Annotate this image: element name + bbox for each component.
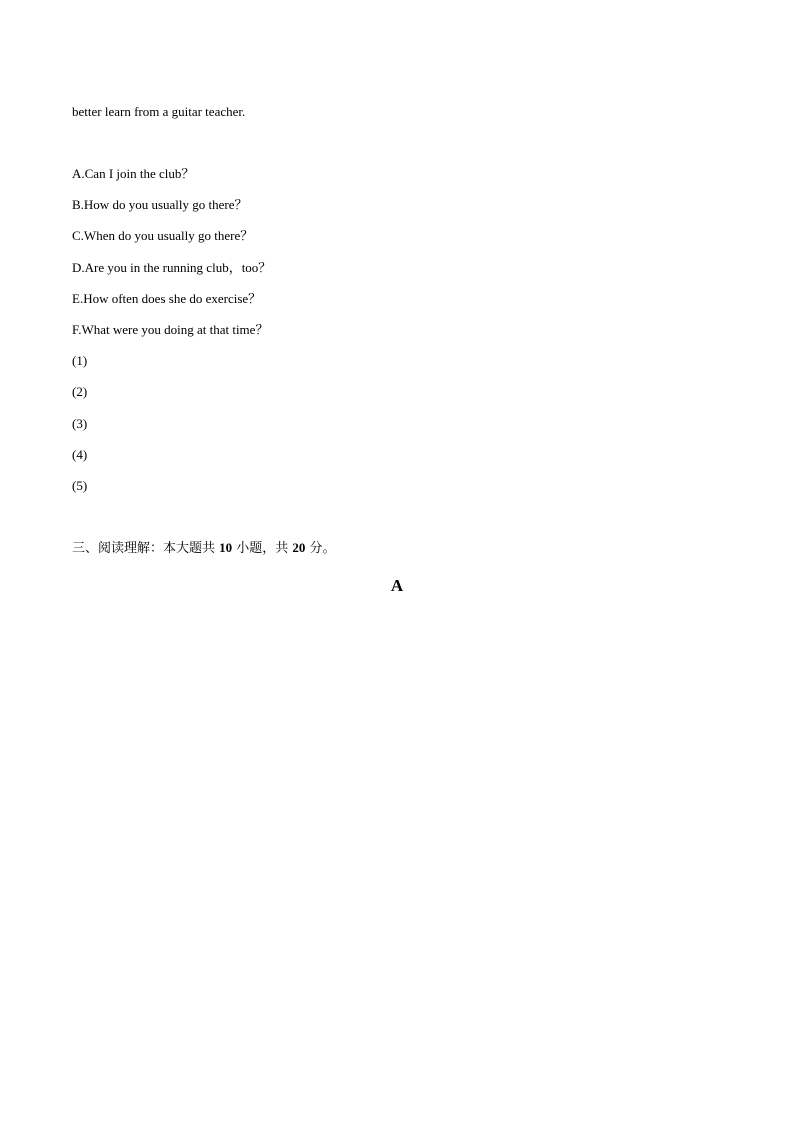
blank-4: (4) <box>72 447 88 462</box>
option-b: B.How do you usually go there？ <box>72 197 248 212</box>
blank-1: (1) <box>72 353 88 368</box>
section-heading-prefix: 三、阅读理解：本大题共 <box>72 541 220 556</box>
blank-3: (3) <box>72 416 88 431</box>
total-points: 20 <box>292 540 306 555</box>
option-c: C.When do you usually go there？ <box>72 228 254 243</box>
blank-5: (5) <box>72 478 88 493</box>
section-heading-middle: 小题，共 <box>232 541 293 556</box>
blank-2: (2) <box>72 384 88 399</box>
option-d: D.Are you in the running club，too？ <box>72 260 272 275</box>
option-a: A.Can I join the club？ <box>72 166 195 181</box>
question-count: 10 <box>219 540 233 555</box>
option-e: E.How often does she do exercise？ <box>72 291 262 306</box>
section-heading <box>72 540 336 557</box>
passage-title: A <box>390 576 404 595</box>
option-f: F.What were you doing at that time？ <box>72 322 269 337</box>
continuation-text: better learn from a guitar teacher. <box>72 104 246 119</box>
section-heading-suffix: 分。 <box>305 541 336 556</box>
